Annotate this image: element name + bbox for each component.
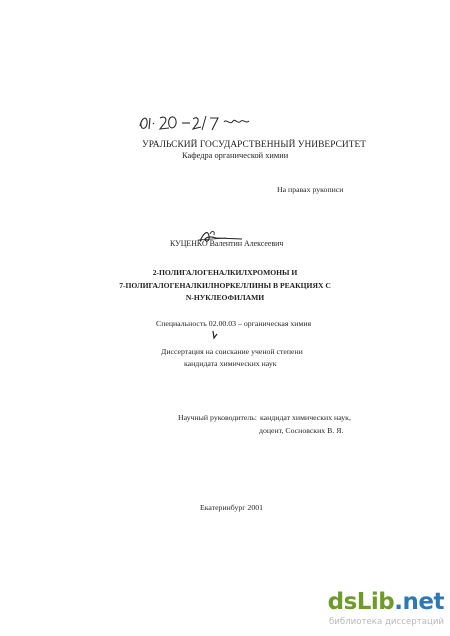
rights-note: На правах рукописи bbox=[277, 185, 344, 194]
watermark-brand-main: dsLib bbox=[327, 589, 395, 615]
watermark-brand-tld: .net bbox=[394, 589, 444, 615]
dissertation-purpose-line: Диссертация на соискание ученой степени bbox=[161, 347, 303, 356]
title-line: N-НУКЛЕОФИЛАМИ bbox=[185, 293, 265, 302]
dslib-watermark-logo bbox=[327, 589, 450, 636]
handwritten-tick-mark bbox=[211, 330, 219, 340]
title-line: 7-ПОЛИГАЛОГЕНАЛКИЛНОРКЕЛЛИНЫ В РЕАКЦИЯХ С bbox=[119, 280, 331, 290]
author-name: КУЦЕНКО Валентин Алексеевич bbox=[170, 239, 284, 248]
dissertation-title bbox=[90, 267, 360, 305]
supervisor-name: доцент, Сосновских В. Я. bbox=[259, 426, 344, 435]
specialty: Специальность 02.00.03 – органическая химия bbox=[156, 319, 312, 328]
dissertation-degree-line: кандидата химических наук bbox=[184, 359, 277, 368]
watermark-tagline: библиотека диссертаций bbox=[328, 617, 444, 627]
supervisor-degree: кандидат химических наук, bbox=[260, 413, 351, 422]
watermark-brand bbox=[328, 591, 444, 614]
title-line: 2-ПОЛИГАЛОГЕНАЛКИЛХРОМОНЫ И bbox=[152, 268, 298, 277]
university-name: УРАЛЬСКИЙ ГОСУДАРСТВЕННЫЙ УНИВЕРСИТЕТ bbox=[142, 140, 367, 150]
supervisor-label: Научный руководитель: bbox=[178, 413, 257, 422]
city-year: Екатеринбург 2001 bbox=[200, 503, 264, 512]
handwritten-archive-number bbox=[138, 112, 278, 134]
department-name: Кафедра органической химии bbox=[182, 151, 289, 160]
